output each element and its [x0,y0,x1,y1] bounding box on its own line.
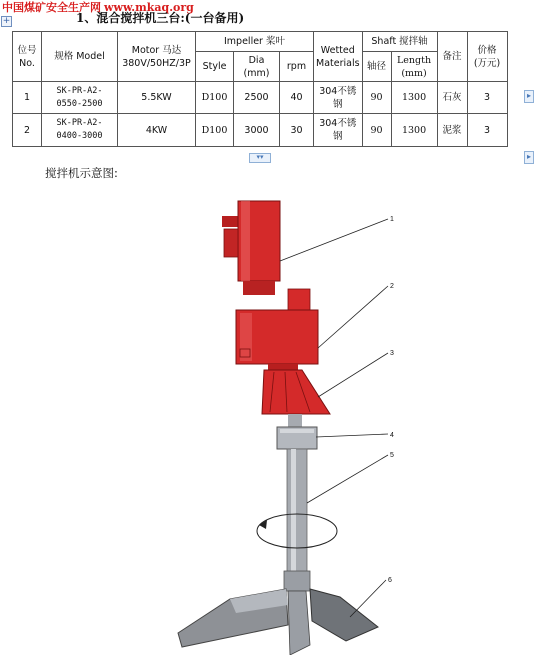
cell-model: SK-PR-A2-0550-2500 [42,82,118,114]
header-position: 位号No. [13,32,42,82]
table-row [13,114,508,147]
header-dia: Dia (mm) [234,52,280,82]
header-shaft-dia: 轴径 [362,52,391,82]
impeller-blades [178,589,378,655]
cell-wetted: 304不锈钢 [314,114,363,147]
mounting-stand [262,364,330,414]
cell-remark: 石灰 [437,82,467,114]
watermark-site-name: 中国煤矿安全生产网 [2,1,101,14]
header-shaft: Shaft 搅拌轴 [362,32,437,52]
callout-label: 6 [388,577,392,584]
cell-position: 2 [13,114,42,147]
mixing-shaft [257,449,337,591]
header-model: 规格 Model [42,32,118,82]
cell-model: SK-PR-A2-0400-3000 [42,114,118,147]
section-title: 1、混合搅拌机三台:(一台备用) [76,11,245,25]
cell-length: 1300 [391,114,437,147]
mixer-diagram [170,185,400,655]
cell-style: D100 [196,114,234,147]
callout-label: 4 [390,432,394,439]
shaft-coupling [277,414,317,449]
table-resize-handle-icon[interactable]: ▾▾ [249,153,271,163]
motor-terminal-box [224,229,238,257]
cell-dia: 3000 [234,114,280,147]
cell-style: D100 [196,82,234,114]
specification-table [12,31,508,147]
cell-rpm: 40 [280,82,314,114]
header-remark: 备注 [437,32,467,82]
cell-remark: 泥浆 [437,114,467,147]
header-style: Style [196,52,234,82]
row-resize-arrow-icon[interactable]: ▸ [524,151,534,164]
cell-rpm: 30 [280,114,314,147]
row-resize-arrow-icon[interactable]: ▸ [524,90,534,103]
cell-price: 3 [467,114,507,147]
callout-label: 3 [390,350,394,357]
cell-shaft-dia: 90 [362,82,391,114]
table-row [13,82,508,114]
cell-motor: 5.5KW [118,82,196,114]
header-wetted: Wetted Materials [314,32,363,82]
cell-price: 3 [467,82,507,114]
callout-label: 1 [390,216,394,223]
diagram-caption: 搅拌机示意图: [45,166,118,180]
table-move-handle-icon[interactable]: + [2,16,11,26]
cell-wetted: 304不锈钢 [314,82,363,114]
watermark-url: www.mkaq.org [104,1,194,14]
cell-shaft-dia: 90 [362,114,391,147]
callout-label: 2 [390,283,394,290]
cell-dia: 2500 [234,82,280,114]
cell-position: 1 [13,82,42,114]
header-motor: Motor 马达 380V/50HZ/3P [118,32,196,82]
gearbox [236,310,318,364]
header-impeller: Impeller 桨叶 [196,32,314,52]
cell-length: 1300 [391,82,437,114]
motor-assembly [222,201,310,313]
cell-motor: 4KW [118,114,196,147]
header-length: Length (mm) [391,52,437,82]
header-price: 价格 (万元) [467,32,507,82]
callout-label: 5 [390,452,394,459]
header-rpm: rpm [280,52,314,82]
